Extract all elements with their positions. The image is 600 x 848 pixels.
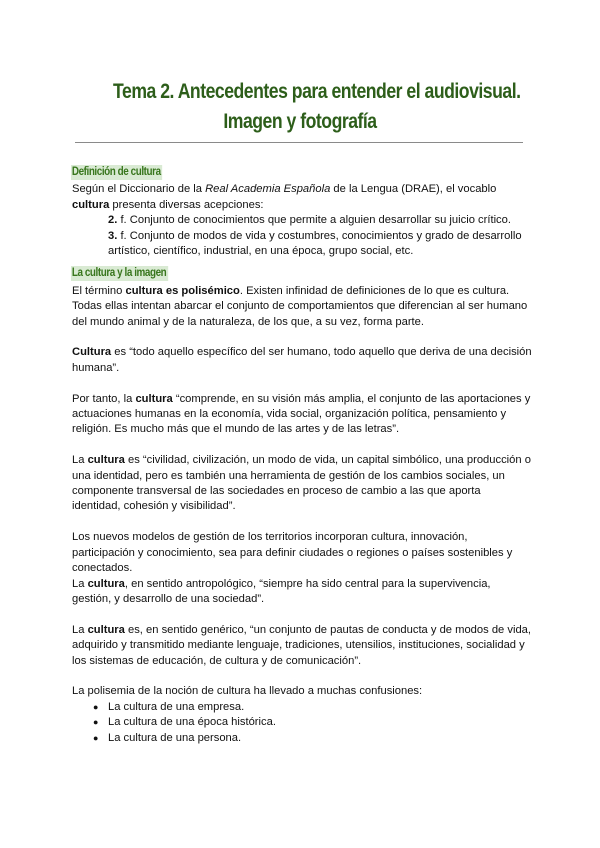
list-item xyxy=(93,731,532,746)
list-item-text: La cultura de una empresa. xyxy=(108,700,245,713)
paragraph: La polisemia de la noción de cultura ha llevado a muchas confusiones: xyxy=(72,685,423,698)
section-cultura-imagen xyxy=(72,266,532,746)
paragraph: Los nuevos modelos de gestión de los territorios incorporan cultura, innovación, participación y conocimiento, sea para definir ciudades o regiones o países sostenibles y conectados. xyxy=(72,531,513,575)
spacer xyxy=(72,330,532,345)
italic-text: Real Academia Española xyxy=(205,183,331,196)
bullet-icon: ● xyxy=(93,717,99,728)
section-definicion xyxy=(72,165,532,259)
document-body xyxy=(72,165,532,746)
definition-text: f. Conjunto de conocimientos que permite a alguien desarrollar su juicio crítico. xyxy=(117,214,511,227)
bold-text: cultura xyxy=(87,623,125,636)
paragraph xyxy=(72,623,532,669)
paragraph xyxy=(72,453,532,515)
spacer xyxy=(72,438,532,453)
bold-text: cultura es polisémico xyxy=(125,284,240,297)
list-item xyxy=(93,700,532,715)
paragraph xyxy=(72,577,532,608)
bullet-icon: ● xyxy=(93,701,99,712)
text-run: es “todo aquello específico del ser humano, todo aquello que deriva de una decisión humana”. xyxy=(72,346,532,374)
paragraph xyxy=(72,392,532,438)
spacer xyxy=(72,669,532,684)
spacer xyxy=(72,376,532,391)
text-run: es “civilidad, civilización, un modo de vida, un capital simbólico, una producción o una identidad, pero es también una herramienta de gestión de los cambios sociales, un componente transversal de las sociedades en proceso de cambio a las que aporta identidad, cohesión y visibilidad”. xyxy=(72,454,531,513)
spacer xyxy=(72,607,532,622)
definition-item xyxy=(72,213,532,228)
list-item-text: La cultura de una época histórica. xyxy=(108,716,276,729)
list-item-text: La cultura de una persona. xyxy=(108,731,242,744)
intro-paragraph xyxy=(72,182,532,213)
spacer xyxy=(72,515,532,530)
definition-number: 2. xyxy=(108,214,118,227)
text-run: presenta diversas acepciones: xyxy=(109,198,264,211)
section-heading-definicion: Definición de cultura xyxy=(71,166,161,178)
bold-text: cultura xyxy=(135,392,173,405)
text-run: . Existen infinidad de definiciones de lo que es cultura. Todas ellas intentan abarcar el conjunto de comportamientos que diferencian al ser humano del mundo animal y de la naturaleza, de los que, a su vez, forma parte. xyxy=(72,284,528,328)
bullet-icon: ● xyxy=(93,732,99,743)
section-heading-cultura-imagen: La cultura y la imagen xyxy=(71,267,167,280)
text-run: de la Lengua (DRAE), el vocablo xyxy=(330,183,497,196)
text-run: La xyxy=(72,454,88,467)
text-run: Por tanto, la xyxy=(72,392,136,405)
title-divider xyxy=(75,142,523,143)
text-run: El término xyxy=(72,284,126,297)
text-run: Según el Diccionario de la xyxy=(72,183,206,196)
bold-text: cultura xyxy=(87,454,125,467)
paragraph xyxy=(72,284,532,330)
paragraph xyxy=(72,345,532,376)
confusions-list xyxy=(72,700,532,746)
list-item xyxy=(93,715,532,730)
title-line-1: Tema 2. Antecedentes para entender el audiovisual. xyxy=(113,79,521,103)
bold-text: cultura xyxy=(87,577,125,590)
page-title xyxy=(113,76,521,136)
bold-text: cultura xyxy=(72,198,110,211)
definition-text: f. Conjunto de modos de vida y costumbres, conocimientos y grado de desarrollo artístico, científico, industrial, en una época, grupo social, etc. xyxy=(108,229,522,258)
title-line-2: Imagen y fotografía xyxy=(223,109,377,133)
text-run: es, en sentido genérico, “un conjunto de pautas de conducta y de modos de vida, adquirido y transmitido mediante lenguaje, tradiciones, utensilios, instituciones, socialidad y los sistemas de educación, de cultura y de comunicación”. xyxy=(72,623,532,667)
text-run: La xyxy=(72,577,88,590)
text-run: “comprende, en su visión más amplia, el conjunto de las aportaciones y actuaciones humanas en la economía, vida social, organización política, pensamiento y religión. Es mucho más que el mundo de las artes y de las letras”. xyxy=(72,392,531,436)
bold-text: Cultura xyxy=(72,346,112,359)
definition-number: 3. xyxy=(108,229,118,242)
text-run: , en sentido antropológico, “siempre ha sido central para la supervivencia, gestión, y desarrollo de una sociedad”. xyxy=(72,577,491,605)
text-run: La xyxy=(72,623,88,636)
definition-item xyxy=(72,229,532,260)
